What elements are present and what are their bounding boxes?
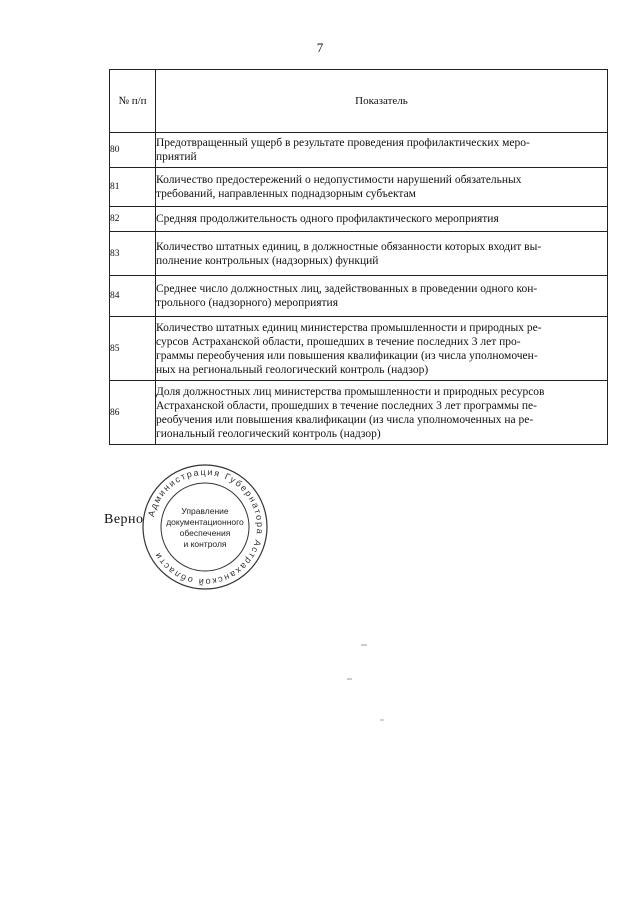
row-indicator [156, 276, 608, 317]
table-row [110, 317, 608, 381]
indicator-line: Количество предостережений о недопустимости нарушений обязательных [156, 174, 522, 186]
indicator-line: сурсов Астраханской области, прошедших в течение последних 3 лет про- [156, 335, 521, 348]
indicator-line: требований, направленных поднадзорным субъектам [156, 188, 416, 200]
stamp-inner-line: документационного [166, 517, 244, 527]
stamp-ring-text: Администрация Губернатора Астраханской области [146, 466, 266, 588]
row-number: 83 [110, 232, 156, 276]
table-header-row [110, 70, 608, 133]
indicator-line: Средняя продолжительность одного профилактического мероприятия [156, 213, 499, 225]
official-stamp [140, 462, 270, 592]
indicator-line: Доля должностных лиц министерства промышленности и природных ресурсов [156, 385, 545, 398]
indicator-line: Предотвращенный ущерб в результате проведения профилактических меро- [156, 137, 530, 149]
row-number: 84 [110, 276, 156, 317]
indicator-line: Количество штатных единиц министерства промышленности и природных ре- [156, 321, 542, 334]
row-indicator [156, 207, 608, 232]
indicator-line: Количество штатных единиц, в должностные обязанности которых входит вы- [156, 240, 542, 253]
table-row [110, 276, 608, 317]
stamp-inner-line: и контроля [183, 539, 227, 549]
table-row [110, 381, 608, 445]
indicator-line: Астраханской области, прошедших в течение последних 3 лет программы пе- [156, 399, 537, 412]
row-number: 85 [110, 317, 156, 381]
indicator-line: полнение контрольных (надзорных) функций [156, 254, 379, 267]
indicators-table [109, 69, 608, 445]
row-indicator [156, 232, 608, 276]
stamp-inner-ring [161, 483, 249, 571]
verno-label: Верно [104, 512, 144, 527]
row-number: 82 [110, 207, 156, 232]
table-row [110, 133, 608, 168]
row-number: 81 [110, 168, 156, 207]
indicator-line: реобучения или повышения квалификации (из числа уполномоченных на ре- [156, 413, 534, 426]
header-indicator: Показатель [156, 70, 608, 133]
indicator-line: гиональный геологический контроль (надзор) [156, 427, 381, 440]
stamp-inner-line: Управление [181, 506, 229, 516]
row-indicator [156, 317, 608, 381]
indicator-line: ных на региональный геологический контроль (надзор) [156, 363, 429, 376]
row-indicator [156, 381, 608, 445]
table-row [110, 232, 608, 276]
indicator-line: Среднее число должностных лиц, задействованных в проведении одного кон- [156, 283, 538, 295]
indicator-line: граммы переобучения или повышения квалификации (из числа уполномочен- [156, 349, 538, 362]
header-number: № п/п [110, 70, 156, 133]
indicator-line: приятий [156, 151, 197, 163]
table-row [110, 207, 608, 232]
stamp-inner-line: обеспечения [179, 528, 231, 538]
table-row [110, 168, 608, 207]
indicator-line: трольного (надзорного) мероприятия [156, 297, 339, 309]
row-number: 80 [110, 133, 156, 168]
row-indicator [156, 168, 608, 207]
stamp-outer-ring [143, 465, 267, 589]
row-indicator [156, 133, 608, 168]
row-number: 86 [110, 381, 156, 445]
page-number: 7 [316, 40, 324, 55]
